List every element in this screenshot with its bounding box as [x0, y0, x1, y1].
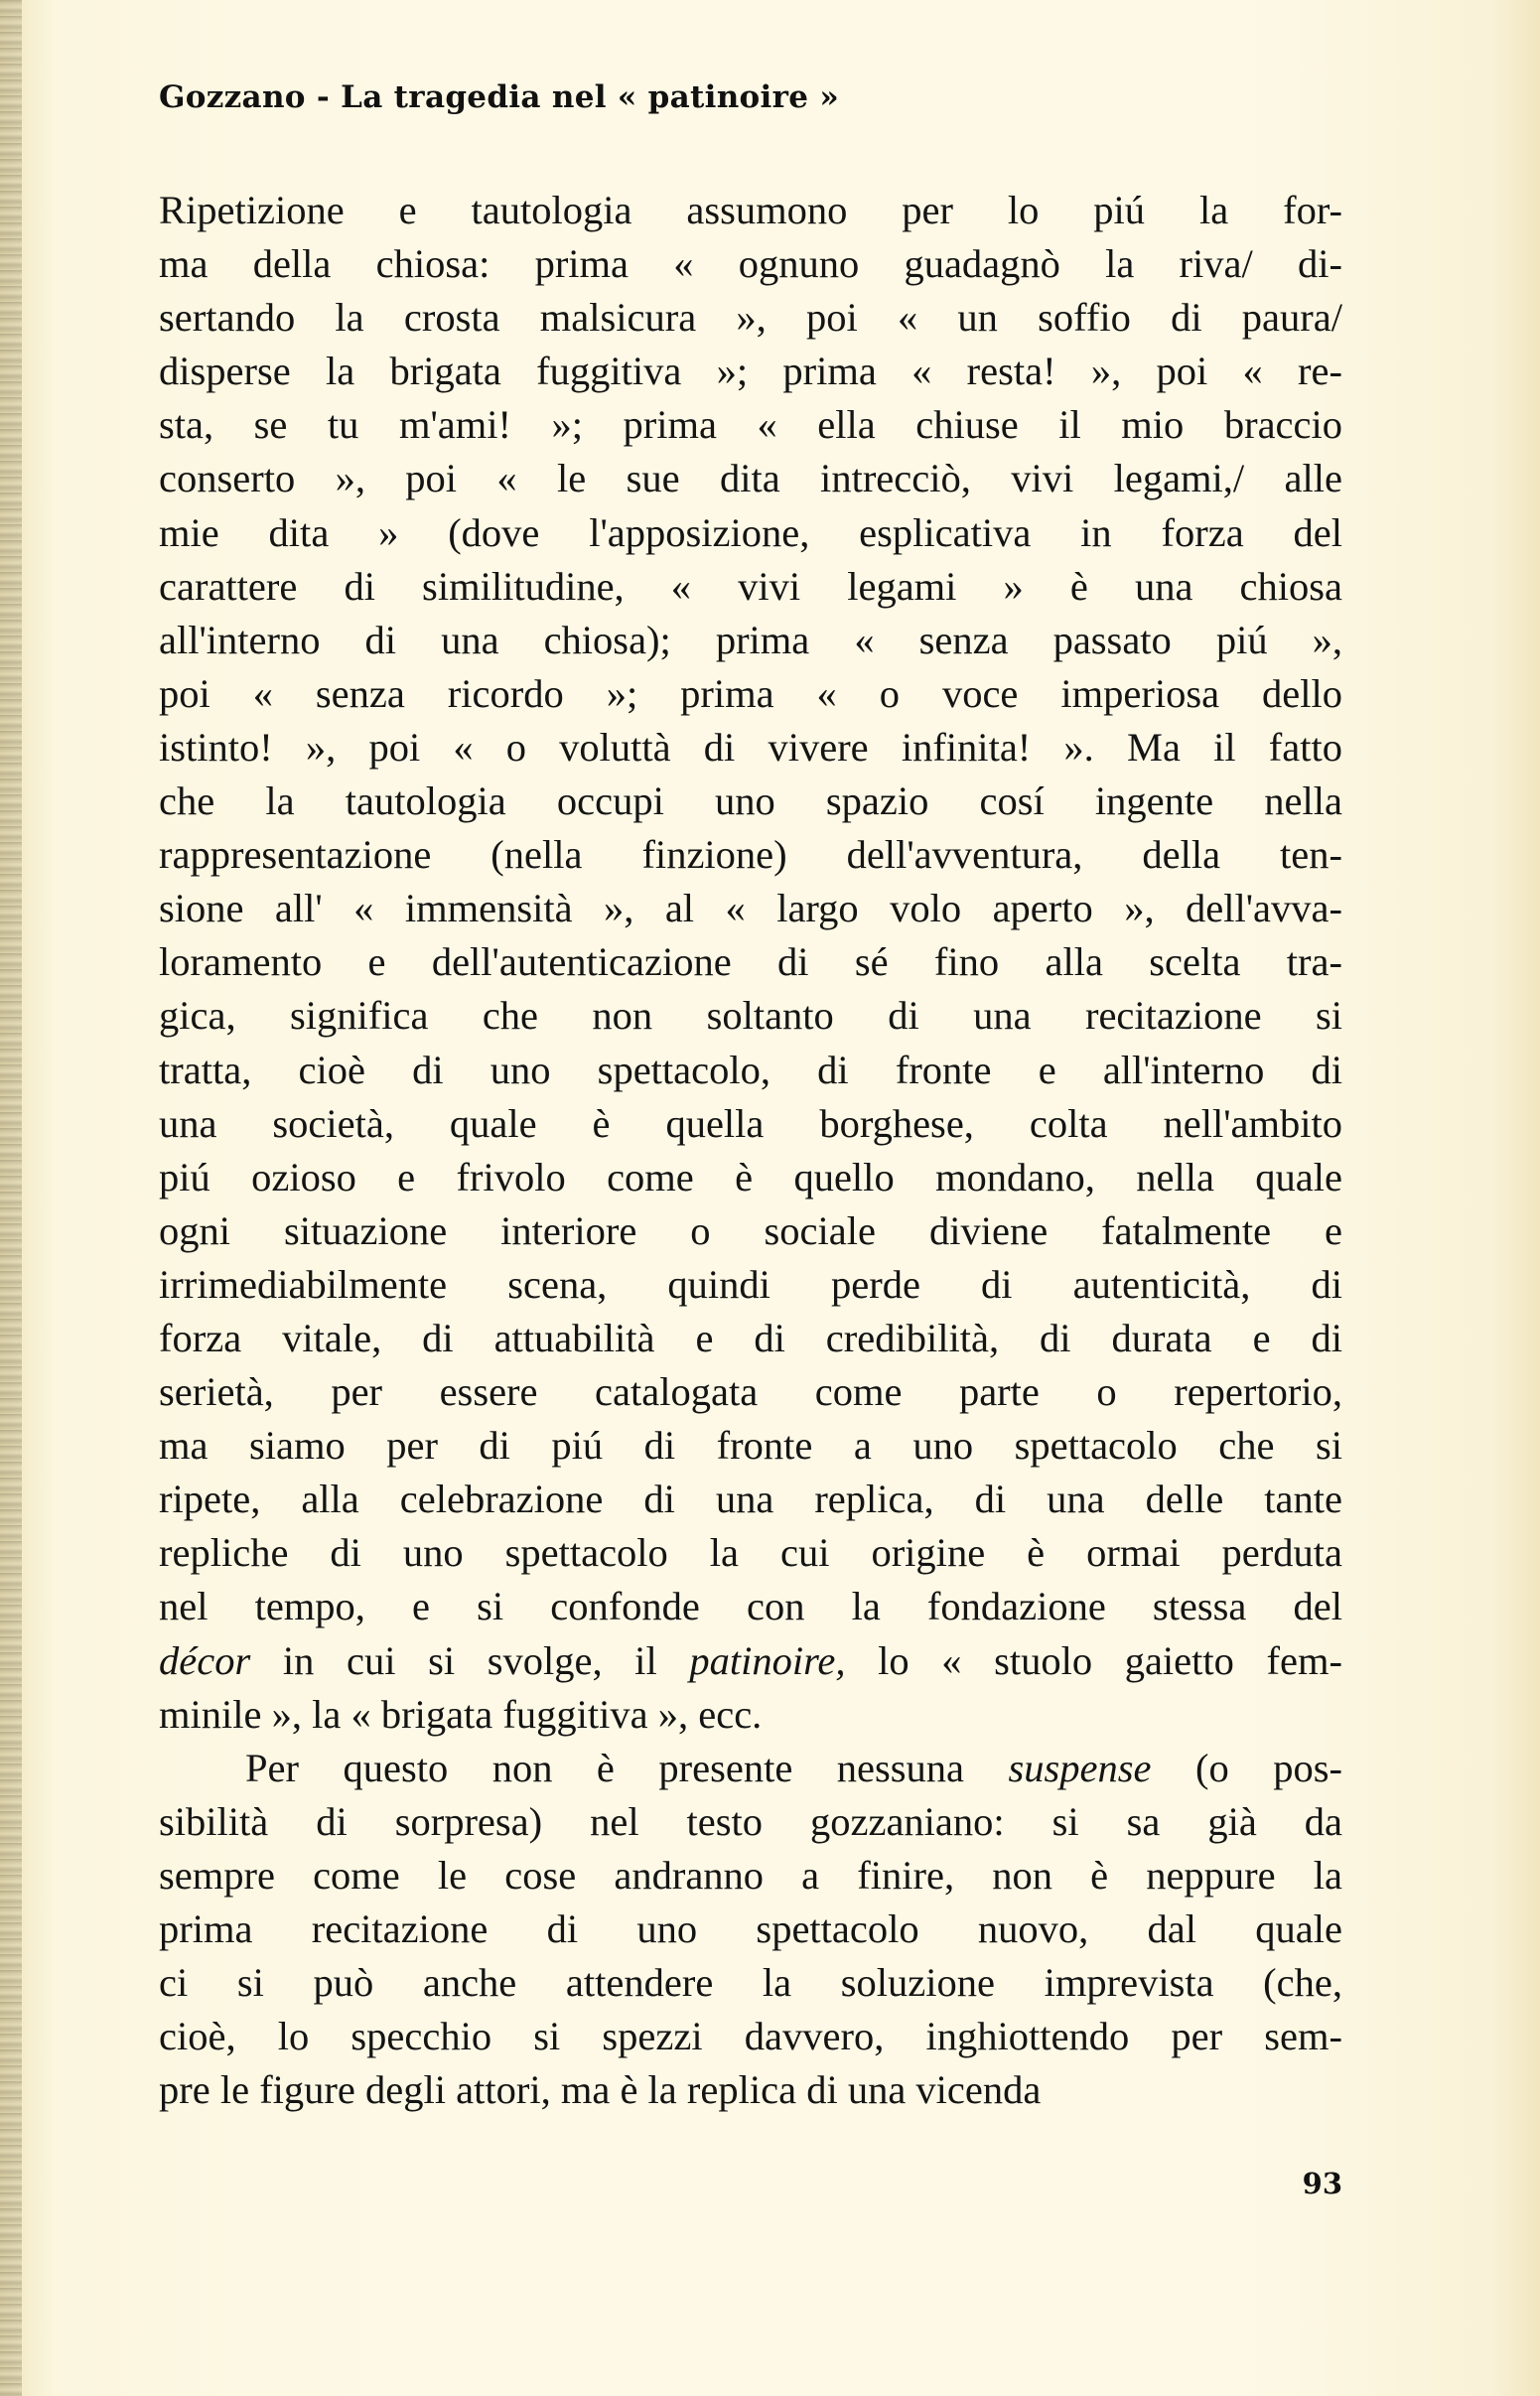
text-segment: mie dita » (dove l'apposizione, esplicativa in forza del — [159, 509, 1342, 555]
text-segment: ma siamo per di piú di fronte a uno spettacolo che si — [159, 1423, 1342, 1469]
text-segment: Per questo non è presente nessuna — [245, 1745, 1009, 1790]
text-segment: lo « stuolo gaietto fem- — [845, 1637, 1342, 1683]
text-line — [159, 1204, 1342, 1258]
text-line — [159, 882, 1342, 935]
text-segment: repliche di uno spettacolo la cui origine è ormai perduta — [159, 1530, 1342, 1576]
text-segment: forza vitale, di attuabilità e di credibilità, di durata e di — [159, 1315, 1342, 1360]
text-segment: carattere di similitudine, « vivi legami » è una chiosa — [159, 563, 1342, 609]
text-line — [159, 775, 1342, 828]
text-line — [159, 1849, 1342, 1903]
text-line — [159, 1312, 1342, 1365]
text-line — [159, 1044, 1342, 1097]
text-line — [159, 1526, 1342, 1580]
text-line — [159, 560, 1342, 614]
text-segment: gica, significa che non soltanto di una recitazione si — [159, 993, 1342, 1039]
text-segment: piú ozioso e frivolo come è quello mondano, nella quale — [159, 1154, 1342, 1199]
text-segment: tratta, cioè di uno spettacolo, di fronte e all'interno di — [159, 1047, 1342, 1092]
text-line — [159, 614, 1342, 667]
text-segment: in cui si svolge, il — [250, 1637, 690, 1683]
page-number: 93 — [1302, 2167, 1342, 2200]
text-line — [159, 1258, 1342, 1312]
text-line — [159, 1742, 1342, 1795]
text-line — [159, 1634, 1342, 1688]
text-segment: ripete, alla celebrazione di una replica, di una delle tante — [159, 1477, 1342, 1522]
text-line — [159, 1903, 1342, 1956]
text-line — [159, 667, 1342, 721]
text-line — [159, 291, 1342, 345]
text-segment: conserto », poi « le sue dita intrecciò, vivi legami,/ alle — [159, 456, 1342, 501]
text-segment: che la tautologia occupi uno spazio cosí ingente nella — [159, 778, 1342, 824]
text-line — [159, 1097, 1342, 1151]
running-head: Gozzano - La tragedia nel « patinoire » — [159, 79, 840, 115]
text-segment: istinto! », poi « o voluttà di vivere infinita! ». Ma il fatto — [159, 724, 1342, 770]
text-segment: disperse la brigata fuggitiva »; prima « resta! », poi « re- — [159, 349, 1342, 394]
text-line — [159, 2010, 1342, 2063]
italic-text: décor — [159, 1637, 251, 1683]
text-segment: ma della chiosa: prima « ognuno guadagnò la riva/ di- — [159, 241, 1342, 287]
text-segment: serietà, per essere catalogata come parte o repertorio, — [159, 1369, 1342, 1415]
text-segment: nel tempo, e si confonde con la fondazione stessa del — [159, 1584, 1342, 1629]
text-segment: ogni situazione interiore o sociale diviene fatalmente e — [159, 1207, 1342, 1253]
text-segment: loramento e dell'autenticazione di sé fino alla scelta tra- — [159, 939, 1342, 985]
text-line — [159, 1580, 1342, 1633]
text-segment: irrimediabilmente scena, quindi perde di autenticità, di — [159, 1261, 1342, 1307]
text-line — [159, 1151, 1342, 1204]
italic-text: suspense — [1008, 1745, 1152, 1790]
text-segment: prima recitazione di uno spettacolo nuovo, dal quale — [159, 1906, 1342, 1951]
text-line — [159, 1365, 1342, 1419]
text-line — [159, 1419, 1342, 1473]
text-line — [159, 506, 1342, 560]
text-line — [159, 2063, 1342, 2117]
text-segment: poi « senza ricordo »; prima « o voce imperiosa dello — [159, 670, 1342, 716]
text-segment: Ripetizione e tautologia assumono per lo piú la for- — [159, 188, 1342, 232]
text-line — [159, 1956, 1342, 2010]
text-line — [159, 935, 1342, 989]
text-segment: ci si può anche attendere la soluzione imprevista (che, — [159, 1960, 1342, 2006]
text-line — [159, 1688, 1342, 1742]
text-line — [159, 1795, 1342, 1849]
text-segment: sione all' « immensità », al « largo volo aperto », dell'avva- — [159, 886, 1342, 931]
text-line — [159, 828, 1342, 882]
text-line — [159, 989, 1342, 1043]
text-line — [159, 237, 1342, 291]
text-segment: (o pos- — [1151, 1745, 1342, 1790]
text-line — [159, 1473, 1342, 1526]
text-line — [159, 184, 1342, 237]
text-segment: all'interno di una chiosa); prima « senza passato piú », — [159, 617, 1342, 662]
text-segment: una società, quale è quella borghese, colta nell'ambito — [159, 1100, 1342, 1146]
text-segment: sta, se tu m'ami! »; prima « ella chiuse il mio braccio — [159, 402, 1342, 448]
text-segment: minile », la « brigata fuggitiva », ecc. — [159, 1691, 763, 1737]
text-line — [159, 345, 1342, 398]
italic-text: patinoire, — [689, 1637, 846, 1683]
text-segment: sempre come le cose andranno a finire, non è neppure la — [159, 1852, 1342, 1898]
page-edge — [0, 0, 22, 2396]
body-text — [159, 184, 1342, 2117]
text-segment: rappresentazione (nella finzione) dell'avventura, della ten- — [159, 832, 1342, 878]
text-line — [159, 398, 1342, 452]
text-line — [159, 452, 1342, 505]
text-line — [159, 721, 1342, 775]
text-segment: pre le figure degli attori, ma è la replica di una vicenda — [159, 2067, 1042, 2113]
text-segment: sertando la crosta malsicura », poi « un soffio di paura/ — [159, 295, 1342, 341]
text-segment: sibilità di sorpresa) nel testo gozzaniano: si sa già da — [159, 1798, 1342, 1844]
text-segment: cioè, lo specchio si spezzi davvero, inghiottendo per sem- — [159, 2014, 1342, 2059]
